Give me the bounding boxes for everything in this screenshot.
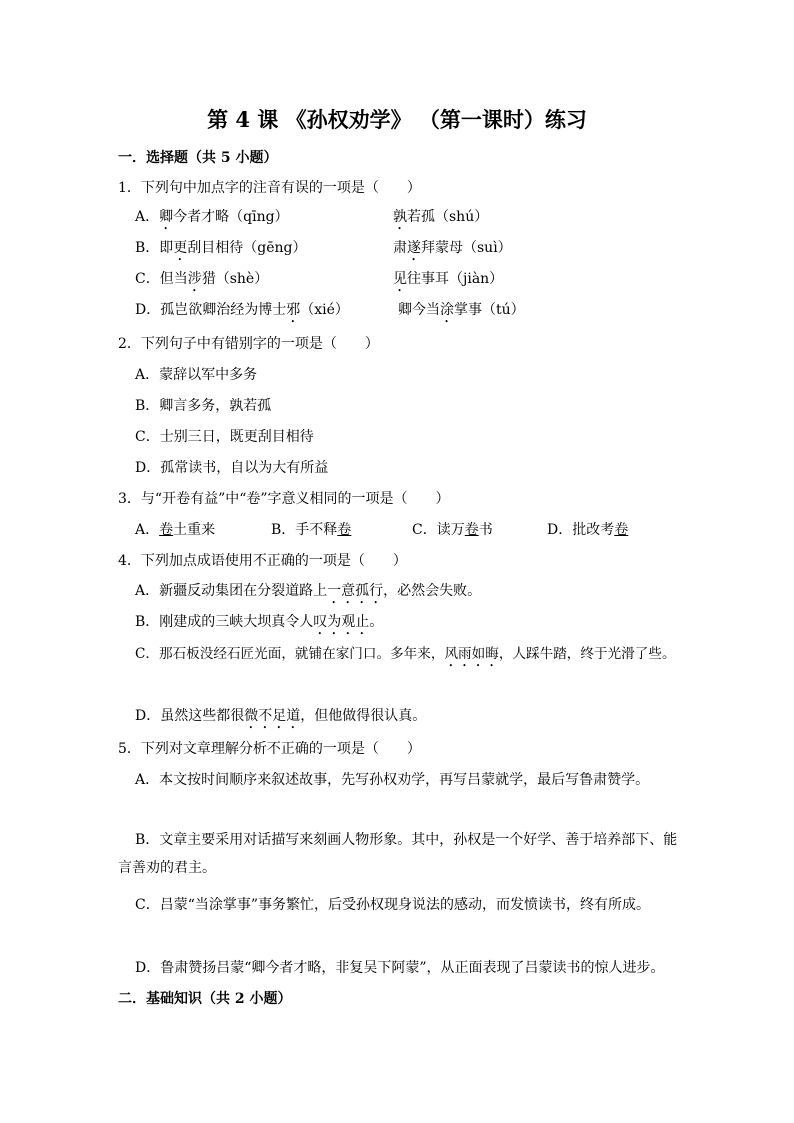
question-2-option-d: D．孤常读书，自以为大有所益 (135, 460, 329, 476)
question-2-stem: 2．下列句子中有错别字的一项是（ ） (118, 336, 379, 352)
section-heading-basics: 二．基础知识（共 2 小题） (118, 991, 292, 1007)
question-1-option-d2: 卿今当涂掌事（tú） (398, 302, 525, 318)
question-5-option-a: A．本文按时间顺序来叙述故事，先写孙权劝学，再写吕蒙就学，最后写鲁肃赞学。 (135, 772, 650, 788)
question-1-stem: 1．下列句中加点字的注音有误的一项是（ ） (118, 180, 421, 196)
question-3-option-b: B．手不释卷 (271, 522, 352, 538)
question-4-option-d: D．虽然这些都很微不足道，但他做得很认真。 (135, 708, 427, 724)
question-4-stem: 4．下列加点成语使用不正确的一项是（ ） (118, 553, 407, 569)
question-4-option-a: A．新疆反动集团在分裂道路上一意孤行，必然会失败。 (135, 583, 482, 599)
question-4-option-b: B．刚建成的三峡大坝真令人叹为观止。 (135, 614, 384, 630)
page-title: 第 4 课 《孙权劝学》 （第一课时）练习 (207, 107, 587, 132)
question-5-stem: 5．下列对文章理解分析不正确的一项是（ ） (118, 741, 421, 757)
question-1-option-c: C．但当涉猎（shè） (135, 271, 269, 287)
question-1-option-d: D．孤岂欲卿治经为博士邪（xié） (135, 302, 349, 318)
question-5-option-d: D．鲁肃赞扬吕蒙“卿今者才略，非复吴下阿蒙”，从正面表现了吕蒙读书的惊人进步。 (135, 960, 665, 976)
question-1-option-a: A．卿今者才略（qīng） (135, 209, 289, 225)
question-3-stem: 3．与“开卷有益”中“卷”字意义相同的一项是（ ） (118, 491, 450, 507)
question-3-option-d: D．批改考卷 (547, 522, 629, 538)
question-2-option-c: C．士别三日，既更刮目相待 (135, 429, 314, 445)
question-1-option-a2: 孰若孤（shú） (393, 209, 489, 225)
question-1-option-c2: 见往事耳（jiàn） (393, 271, 504, 287)
question-1-option-b2: 肃遂拜蒙母（suì） (393, 240, 512, 256)
question-2-option-a: A．蒙辞以军中多务 (135, 367, 258, 383)
question-5-option-c: C．吕蒙“当涂掌事”事务繁忙，后受孙权现身说法的感动，而发愤读书，终有所成。 (135, 897, 651, 913)
question-2-option-b: B．卿言多务，孰若孤 (135, 398, 272, 414)
question-3-option-c: C．读万卷书 (412, 522, 493, 538)
question-3-option-a: A．卷土重来 (135, 522, 216, 538)
question-4-option-c: C．那石板没经石匠光面，就铺在家门口。多年来，风雨如晦，人踩牛踏，终于光滑了些。 (135, 646, 676, 662)
question-1-option-b: B．即更刮目相待（gēng） (135, 240, 307, 256)
question-5-option-b: B．文章主要采用对话描写来刻画人物形象。其中，孙权是一个好学、善于培养部下、能言善劝的君主。 (118, 832, 678, 876)
section-heading-choice: 一．选择题（共 5 小题） (118, 150, 278, 166)
